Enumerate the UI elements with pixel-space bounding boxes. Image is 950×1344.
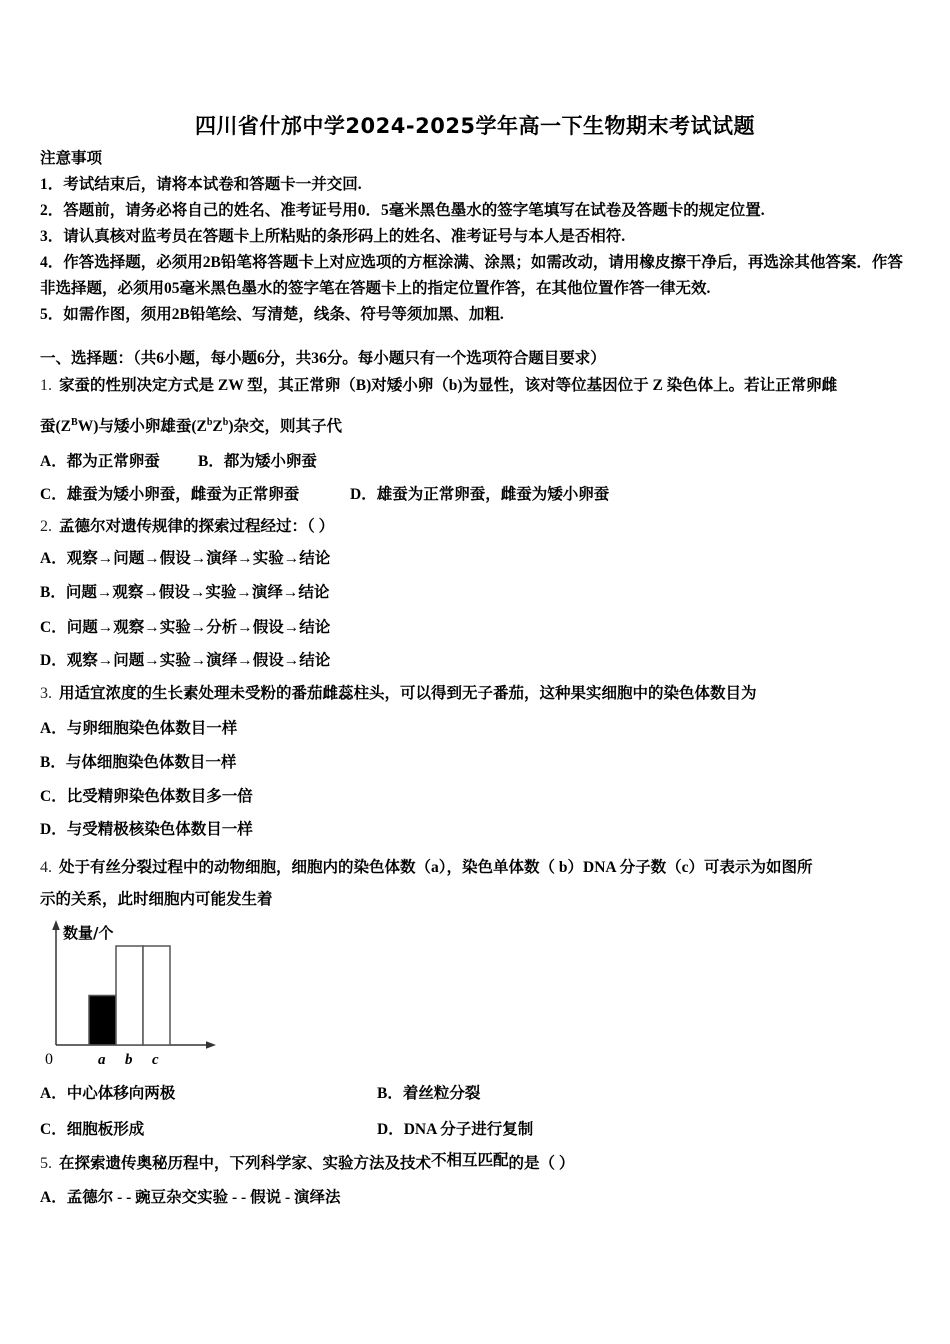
q1-superscript-B: B xyxy=(71,417,78,428)
q2-option-b: B．问题→观察→假设→实验→演绎→结论 xyxy=(40,584,330,601)
q1-stem2-text: Z xyxy=(212,418,223,436)
y-axis-label: 数量/个 xyxy=(63,924,114,942)
x-axis-arrow-icon xyxy=(206,1041,216,1049)
q3-option-c: C．比受精卵染色体数目多一倍 xyxy=(40,788,253,805)
category-label-c: c xyxy=(152,1052,159,1068)
q4-options-row-1 xyxy=(40,1082,481,1106)
q1-superscript-b2: b xyxy=(222,417,229,428)
question-1-stem-line-1 xyxy=(40,374,837,398)
q2-option-d: D．观察→问题→实验→演绎→假设→结论 xyxy=(40,652,331,669)
q5-option-a: A．孟德尔 - - 豌豆杂交实验 - - 假说 - 演绎法 xyxy=(40,1189,341,1206)
notice-item-4: 4．作答选择题，必须用2B铅笔将答题卡上对应选项的方框涂满、涂黑；如需改动，请用橡皮擦干净后，再选涂其他答案．作答非选择题，必须用05毫米黑色墨水的签字笔在答题卡上的指定位置作答，在其他位置作答一律无效. xyxy=(40,254,903,297)
question-2-text: 孟德尔对遗传规律的探索过程经过：（ ） xyxy=(59,518,335,535)
origin-label: 0 xyxy=(45,1051,53,1068)
bar-c xyxy=(143,946,170,1045)
question-5-emphasized-text: 不相互匹配 xyxy=(431,1152,509,1169)
q1-options-row-1 xyxy=(40,450,317,474)
question-4-stem-line-1 xyxy=(40,856,812,880)
bars-group xyxy=(89,946,170,1045)
question-5-number: 5. xyxy=(40,1155,52,1172)
q1-stem2-text: 蚕(Z xyxy=(40,418,72,436)
question-1-stem-line-2 xyxy=(40,411,342,439)
q4-option-a: A．中心体移向两极 xyxy=(40,1085,176,1102)
category-label-a: a xyxy=(98,1052,106,1068)
q4-option-d: D．DNA 分子进行复制 xyxy=(377,1121,534,1138)
question-2-stem xyxy=(40,515,334,539)
page-title: 四川省什邡中学2024-2025学年高一下生物期末考试试题 xyxy=(194,114,756,138)
y-axis-arrow-icon xyxy=(52,920,60,930)
q2-option-a: A．观察→问题→假设→演绎→实验→结论 xyxy=(40,550,331,567)
question-4-text: 处于有丝分裂过程中的动物细胞，细胞内的染色体数（a），染色单体数（ b）DNA 分子数（c）可表示为如图所 xyxy=(59,859,813,876)
bar-b xyxy=(116,946,143,1045)
q3-option-d: D．与受精极核染色体数目一样 xyxy=(40,821,253,838)
question-1-number: 1. xyxy=(40,377,52,394)
question-5-text-post: 的是（ ） xyxy=(508,1155,575,1172)
notice-item-3: 3．请认真核对监考员在答题卡上所粘贴的条形码上的姓名、准考证号与本人是否相符. xyxy=(40,228,626,245)
q4-option-b: B．着丝粒分裂 xyxy=(377,1085,481,1102)
q3-option-a: A．与卵细胞染色体数目一样 xyxy=(40,720,238,737)
q4-options-row-2 xyxy=(40,1118,534,1142)
q4-option-c: C．细胞板形成 xyxy=(40,1121,145,1138)
question-4-number: 4. xyxy=(40,859,52,876)
category-label-b: b xyxy=(125,1052,133,1068)
question-3-number: 3. xyxy=(40,685,52,702)
q1-option-c: C．雄蚕为矮小卵蚕，雌蚕为正常卵蚕 xyxy=(40,486,300,503)
section-heading: 一、选择题：（共6小题，每小题6分，共36分。每小题只有一个选项符合题目要求） xyxy=(40,350,606,367)
q1-stem2-text: )杂交，则其子代 xyxy=(228,418,342,436)
notice-item-5: 5．如需作图，须用2B铅笔绘、写清楚，线条、符号等须加黑、加粗. xyxy=(40,306,504,323)
q1-option-d: D．雄蚕为正常卵蚕，雌蚕为矮小卵蚕 xyxy=(350,486,610,503)
notice-item-2: 2．答题前，请务必将自己的姓名、准考证号用0．5毫米黑色墨水的签字笔填写在试卷及答题卡的规定位置. xyxy=(40,202,765,219)
question-3-stem xyxy=(40,682,757,706)
question-5-stem xyxy=(40,1152,574,1176)
question-2-number: 2. xyxy=(40,518,52,535)
bar-a xyxy=(89,996,116,1046)
question-1-text: 家蚕的性别决定方式是 ZW 型，其正常卵（B)对矮小卵（b)为显性，该对等位基因位于 Z 染色体上。若让正常卵雌 xyxy=(59,377,838,394)
q1-superscript-b1: b xyxy=(206,417,213,428)
q1-stem2-text: W)与矮小卵雄蚕(Z xyxy=(77,418,207,436)
q2-option-c: C．问题→观察→实验→分析→假设→结论 xyxy=(40,619,331,636)
notice-item-1: 1．考试结束后，请将本试卷和答题卡一并交回. xyxy=(40,176,362,193)
question-5-text-pre: 在探索遗传奥秘历程中，下列科学家、实验方法及技术 xyxy=(59,1155,432,1172)
q4-figure-bar-chart xyxy=(44,918,254,1070)
question-3-text: 用适宜浓度的生长素处理未受粉的番茄雌蕊柱头，可以得到无子番茄，这种果实细胞中的染色体数目为 xyxy=(59,685,757,702)
q3-option-b: B．与体细胞染色体数目一样 xyxy=(40,754,237,771)
q1-option-a: A．都为正常卵蚕 xyxy=(40,453,160,470)
q1-options-row-2 xyxy=(40,483,610,507)
notice-heading: 注意事项 xyxy=(40,150,103,167)
notice-section xyxy=(40,146,916,328)
question-4-stem-line-2: 示的关系，此时细胞内可能发生着 xyxy=(40,891,273,908)
q1-option-b: B．都为矮小卵蚕 xyxy=(198,453,317,470)
